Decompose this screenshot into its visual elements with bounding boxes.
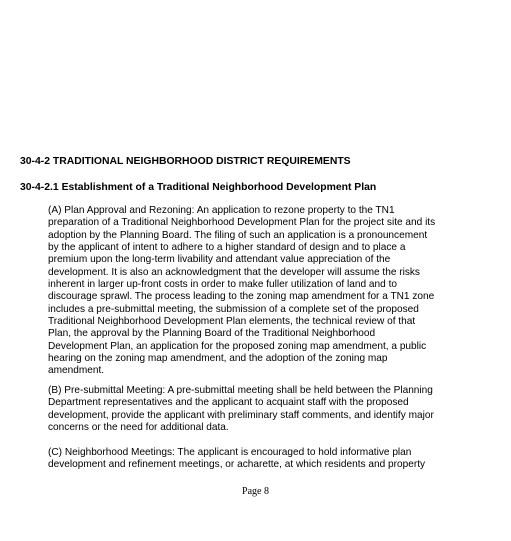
paragraph-line: Plan, the approval by the Planning Board of the Traditional Neighborhood xyxy=(48,328,376,340)
paragraph-line: (A) Plan Approval and Rezoning: An application to rezone property to the TN1 xyxy=(48,205,395,216)
paragraph-line: hearing on the zoning map amendment, and the adoption of the zoning map xyxy=(48,353,388,365)
paragraph-line: by the applicant of intent to adhere to a higher standard of design and to place a xyxy=(48,242,406,254)
paragraph-line: Department representatives and the applicant to acquaint staff with the proposed xyxy=(48,397,409,409)
paragraph-line: includes a pre-submittal meeting, the submission of a complete set of the proposed xyxy=(48,303,419,315)
section-heading: 30-4-2 TRADITIONAL NEIGHBORHOOD DISTRICT REQUIREMENTS xyxy=(20,156,351,167)
page-number: Page 8 xyxy=(242,486,269,497)
subsection-heading: 30-4-2.1 Establishment of a Traditional Neighborhood Development Plan xyxy=(20,182,377,193)
paragraph-line: (C) Neighborhood Meetings: The applicant is encouraged to hold informative plan xyxy=(48,447,412,458)
paragraph-plan-approval xyxy=(48,205,468,378)
paragraph-line: Traditional Neighborhood Development Plan elements, the technical review of that xyxy=(48,316,416,328)
paragraph-line: discourage sprawl. The process leading to the zoning map amendment for a TN1 zone xyxy=(48,291,435,303)
paragraph-pre-submittal-meeting xyxy=(48,385,468,434)
paragraph-line: concerns or the need for additional data. xyxy=(48,422,229,434)
paragraph-line: development and refinement meetings, or acharette, at which residents and property xyxy=(48,459,426,471)
paragraph-line: development, provide the applicant with preliminary staff comments, and identify major xyxy=(48,409,434,421)
paragraph-line: amendment. xyxy=(48,365,105,377)
paragraph-line: (B) Pre-submittal Meeting: A pre-submittal meeting shall be held between the Planning xyxy=(48,385,433,396)
paragraph-line: development. It is also an acknowledgment that the developer will assume the risks xyxy=(48,266,420,278)
paragraph-line: preparation of a Traditional Neighborhood Development Plan for the project site and its xyxy=(48,217,436,229)
paragraph-line: inherent in larger up-front costs in order to make fuller utilization of land and to xyxy=(48,279,397,291)
paragraph-line: Development Plan, an application for the proposed zoning map amendment, a public xyxy=(48,340,427,352)
paragraph-line: adoption by the Planning Board. The filing of such an application is a pronouncement xyxy=(48,229,428,241)
paragraph-line: premium upon the long-term livability and attendant value appreciation of the xyxy=(48,254,391,266)
paragraph-neighborhood-meetings xyxy=(48,447,468,472)
